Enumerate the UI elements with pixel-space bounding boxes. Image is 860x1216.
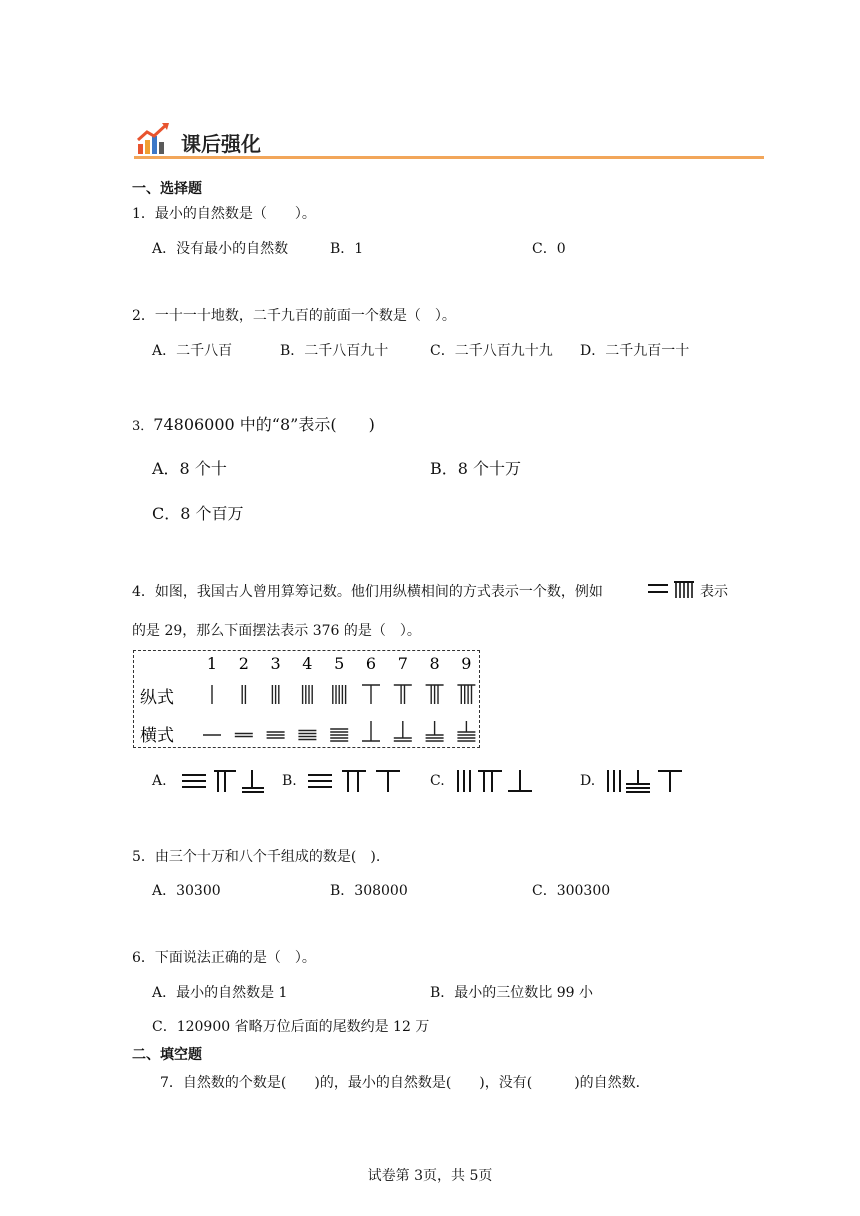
question-2: 2．一十一十地数，二千九百的前面一个数是（ ）。 — [132, 308, 456, 324]
rod-numeral-table — [133, 650, 480, 748]
q5-option-c: C．300300 — [532, 883, 611, 899]
q4-option-d-label: D. — [580, 773, 596, 789]
q6-option-a: A．最小的自然数是 1 — [152, 985, 288, 1001]
section-heading-choice: 一、选择题 — [132, 181, 202, 197]
q3-option-a: A．8 个十 — [152, 459, 227, 478]
digit-header-5: 5 — [334, 654, 345, 673]
q4-option-c-label: C. — [430, 773, 445, 789]
question-3 — [132, 412, 375, 435]
rod-numeral-chart — [134, 651, 478, 746]
row-label-vertical: 纵式 — [140, 688, 174, 708]
rod-example-29 — [648, 580, 698, 604]
digit-header-4: 4 — [302, 654, 313, 673]
q1-option-a: A．没有最小的自然数 — [152, 241, 289, 257]
page-title: 课后强化 — [181, 132, 261, 156]
question-1: 1．最小的自然数是（ ）。 — [132, 206, 316, 222]
q2-option-d: D．二千九百一十 — [580, 343, 690, 359]
q4-option-c-rods — [454, 766, 538, 800]
row-label-horizontal: 横式 — [140, 726, 174, 746]
q4-option-b-label: B. — [282, 773, 297, 789]
q5-option-a: A．30300 — [152, 883, 221, 899]
q2-option-a: A．二千八百 — [152, 343, 233, 359]
header-divider — [134, 156, 764, 159]
q1-option-b: B．1 — [330, 241, 364, 257]
digit-header-3: 3 — [270, 654, 281, 673]
q3-option-b: B．8 个十万 — [430, 459, 522, 478]
q1-option-c: C．0 — [532, 241, 566, 257]
digit-header-9: 9 — [461, 654, 472, 673]
q2-option-c: C．二千八百九十九 — [430, 343, 553, 359]
digit-header-2: 2 — [238, 654, 249, 673]
q4-option-d-rods — [604, 766, 688, 800]
q4-option-a-rods — [180, 766, 270, 800]
question-4-line-2: 的是 29，那么下面摆法表示 376 的是（ ）。 — [132, 623, 421, 639]
q3-number: 3． — [132, 419, 154, 434]
question-5: 5．由三个十万和八个千组成的数是( ). — [132, 849, 381, 865]
digit-header-6: 6 — [365, 654, 377, 673]
section-heading-fill: 二、填空题 — [132, 1047, 202, 1063]
q3-option-c: C．8 个百万 — [152, 504, 244, 523]
q4-option-b-rods — [306, 766, 406, 800]
digit-header-8: 8 — [429, 654, 440, 673]
q5-option-b: B．308000 — [330, 883, 408, 899]
digit-header-1: 1 — [206, 654, 218, 673]
question-6: 6．下面说法正确的是（ ）。 — [132, 950, 316, 966]
question-4-line-1: 4．如图，我国古人曾用算筹记数。他们用纵横相间的方式表示一个数，例如 — [132, 584, 603, 600]
q4-option-a-label: A. — [152, 773, 167, 789]
page-footer: 试卷第 3页，共 5页 — [367, 1168, 493, 1184]
question-4-line-1-tail: 表示 — [700, 584, 728, 600]
bar-chart-arrow-icon — [136, 122, 172, 160]
q6-option-c: C．120900 省略万位后面的尾数约是 12 万 — [152, 1019, 430, 1035]
question-7: 7．自然数的个数是( )的，最小的自然数是( )，没有( )的自然数． — [160, 1075, 650, 1091]
q2-option-b: B．二千八百九十 — [280, 343, 389, 359]
q3-text: 74806000 中的“8”表示( ) — [153, 415, 375, 434]
q6-option-b: B．最小的三位数比 99 小 — [430, 985, 594, 1001]
digit-header-7: 7 — [397, 654, 408, 673]
